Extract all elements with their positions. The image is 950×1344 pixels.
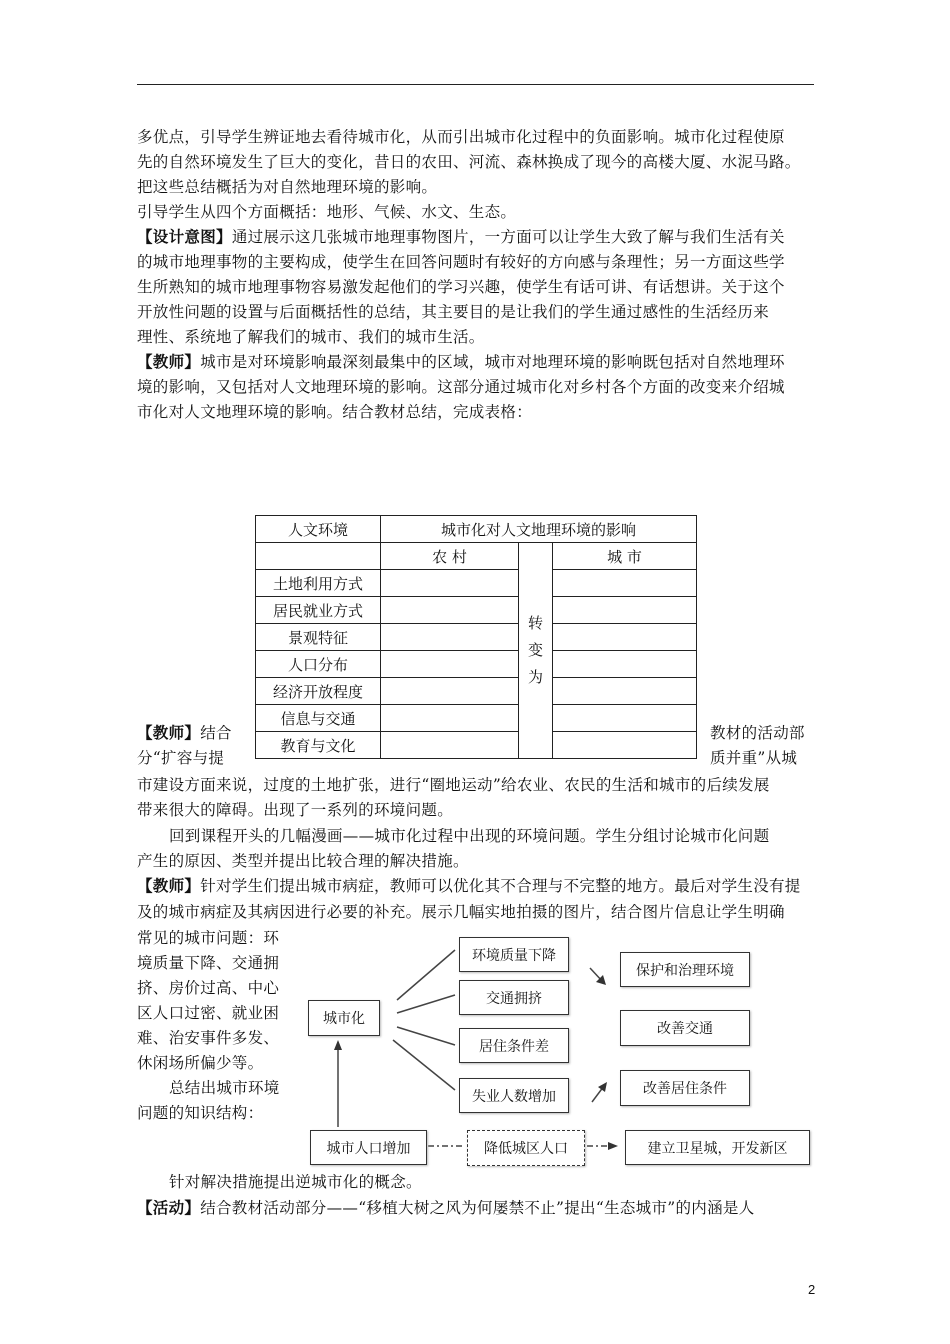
diagram-node-solution: 改善交通 [620, 1010, 750, 1046]
text-line: 常见的城市问题：环 [137, 929, 280, 947]
text-line: 问题的知识结构： [137, 1104, 264, 1122]
text-line: 理性、系统地了解我们的城市、我们的城市生活。 [137, 328, 485, 346]
label-design: 【设计意图】 [137, 228, 232, 246]
diagram-node-measure: 降低城区人口 [467, 1130, 585, 1166]
connector-line [393, 1040, 455, 1090]
table-header-impact: 城市化对人文地理环境的影响 [381, 516, 697, 543]
teacher-text: 针对学生们提出城市病症，教师可以优化其不合理与不完整的地方。最后对学生没有提 [200, 877, 801, 895]
text-line: 休闲场所偏少等。 [137, 1054, 264, 1072]
arrow-char: 转 [527, 614, 543, 632]
text-line: 产生的原因、类型并提出比较合理的解决措施。 [137, 852, 469, 870]
table-header-human-env: 人文环境 [256, 516, 381, 543]
label-teacher: 【教师】 [137, 353, 201, 371]
arrowhead-icon [334, 1040, 342, 1050]
text-line: 市建设方面来说，过度的土地扩张，进行“圈地运动”给农业、农民的生活和城市的后续发展 [137, 776, 770, 794]
arrowhead-icon [608, 1142, 618, 1150]
table-header-rural: 农 村 [381, 543, 519, 570]
text-line: 带来很大的障碍。出现了一系列的环境问题。 [137, 801, 454, 819]
text-line: 分“扩容与提 [137, 749, 225, 767]
arrow-char: 为 [527, 668, 543, 686]
text-line: 总结出城市环境 [169, 1079, 280, 1097]
table-row-label: 人口分布 [256, 651, 381, 678]
text-line: 及的城市病症及其病因进行必要的补充。展示几幅实地拍摄的图片，结合图片信息让学生明确 [137, 903, 785, 921]
arrow-char: 变 [527, 641, 543, 659]
diagram-node-problem: 失业人数增加 [459, 1078, 569, 1113]
text-line: 针对解决措施提出逆城市化的概念。 [169, 1173, 422, 1191]
teacher-text: 结合 [200, 724, 232, 742]
text-line: 的城市地理事物的主要构成，使学生在回答问题时有较好的方向感与条理性；另一方面这些学 [137, 253, 785, 271]
text-line: 多优点，引导学生辨证地去看待城市化，从而引出城市化过程中的负面影响。城市化过程使原 [137, 128, 785, 146]
diagram-node-solution: 改善居住条件 [620, 1070, 750, 1106]
teacher-text: 城市是对环境影响最深刻最集中的区域，城市对地理环境的影响既包括对自然地理环 [200, 353, 785, 371]
page-number: 2 [808, 1282, 816, 1297]
table-row-label: 教育与文化 [256, 732, 381, 759]
text-line: 市化对人文地理环境的影响。结合教材总结，完成表格： [137, 403, 533, 421]
text-line: 开放性问题的设置与后面概括性的总结，其主要目的是让我们的学生通过感性的生活经历来 [137, 303, 770, 321]
text-line: 回到课程开头的几幅漫画——城市化过程中出现的环境问题。学生分组讨论城市化问题 [169, 827, 770, 845]
diagram-node-result: 建立卫星城，开发新区 [625, 1130, 810, 1165]
diagram-node-problem: 环境质量下降 [459, 937, 569, 972]
text-line: 难、治安事件多发、 [137, 1029, 280, 1047]
diagram-node-solution: 保护和治理环境 [620, 952, 750, 987]
connector-line [397, 995, 455, 1013]
text-line: 教材的活动部 [710, 724, 805, 742]
diagram-node-cause: 城市人口增加 [310, 1130, 427, 1165]
text-line: 引导学生从四个方面概括：地形、气候、水文、生态。 [137, 203, 517, 221]
text-line: 先的自然环境发生了巨大的变化，昔日的农田、河流、森林换成了现今的高楼大厦、水泥马路。 [137, 153, 801, 171]
arrowhead-icon [598, 1082, 607, 1092]
table-header-urban: 城 市 [553, 543, 697, 570]
connector-line [397, 950, 455, 1000]
diagram-node-urbanization: 城市化 [308, 1000, 380, 1036]
text-line: 境的影响，又包括对人文地理环境的影响。这部分通过城市化对乡村各个方面的改变来介绍城 [137, 378, 785, 396]
text-line: 质并重”从城 [710, 749, 798, 767]
label-teacher: 【教师】 [137, 724, 201, 742]
table-row-label: 经济开放程度 [256, 678, 381, 705]
diagram-node-problem: 交通拥挤 [459, 980, 569, 1015]
table-row-label: 景观特征 [256, 624, 381, 651]
diagram-node-problem: 居住条件差 [459, 1028, 569, 1063]
label-teacher: 【教师】 [137, 877, 201, 895]
table-row-label: 居民就业方式 [256, 597, 381, 624]
connector-line [397, 1027, 455, 1045]
text-line: 境质量下降、交通拥 [137, 954, 280, 972]
table-row-label: 土地利用方式 [256, 570, 381, 597]
activity-text: 结合教材活动部分——“移植大树之风为何屡禁不止”提出“生态城市”的内涵是人 [200, 1199, 755, 1217]
text-line: 区人口过密、就业困 [137, 1004, 280, 1022]
text-line: 生所熟知的城市地理事物容易激发起他们的学习兴趣，使学生有话可讲、有话想讲。关于这个 [137, 278, 785, 296]
text-line: 挤、房价过高、中心 [137, 979, 280, 997]
text-line: 把这些总结概括为对自然地理环境的影响。 [137, 178, 438, 196]
label-activity: 【活动】 [137, 1199, 201, 1217]
table-row-label: 信息与交通 [256, 705, 381, 732]
design-intent-text: 通过展示这几张城市地理事物图片，一方面可以让学生大致了解与我们生活有关 [231, 228, 785, 246]
